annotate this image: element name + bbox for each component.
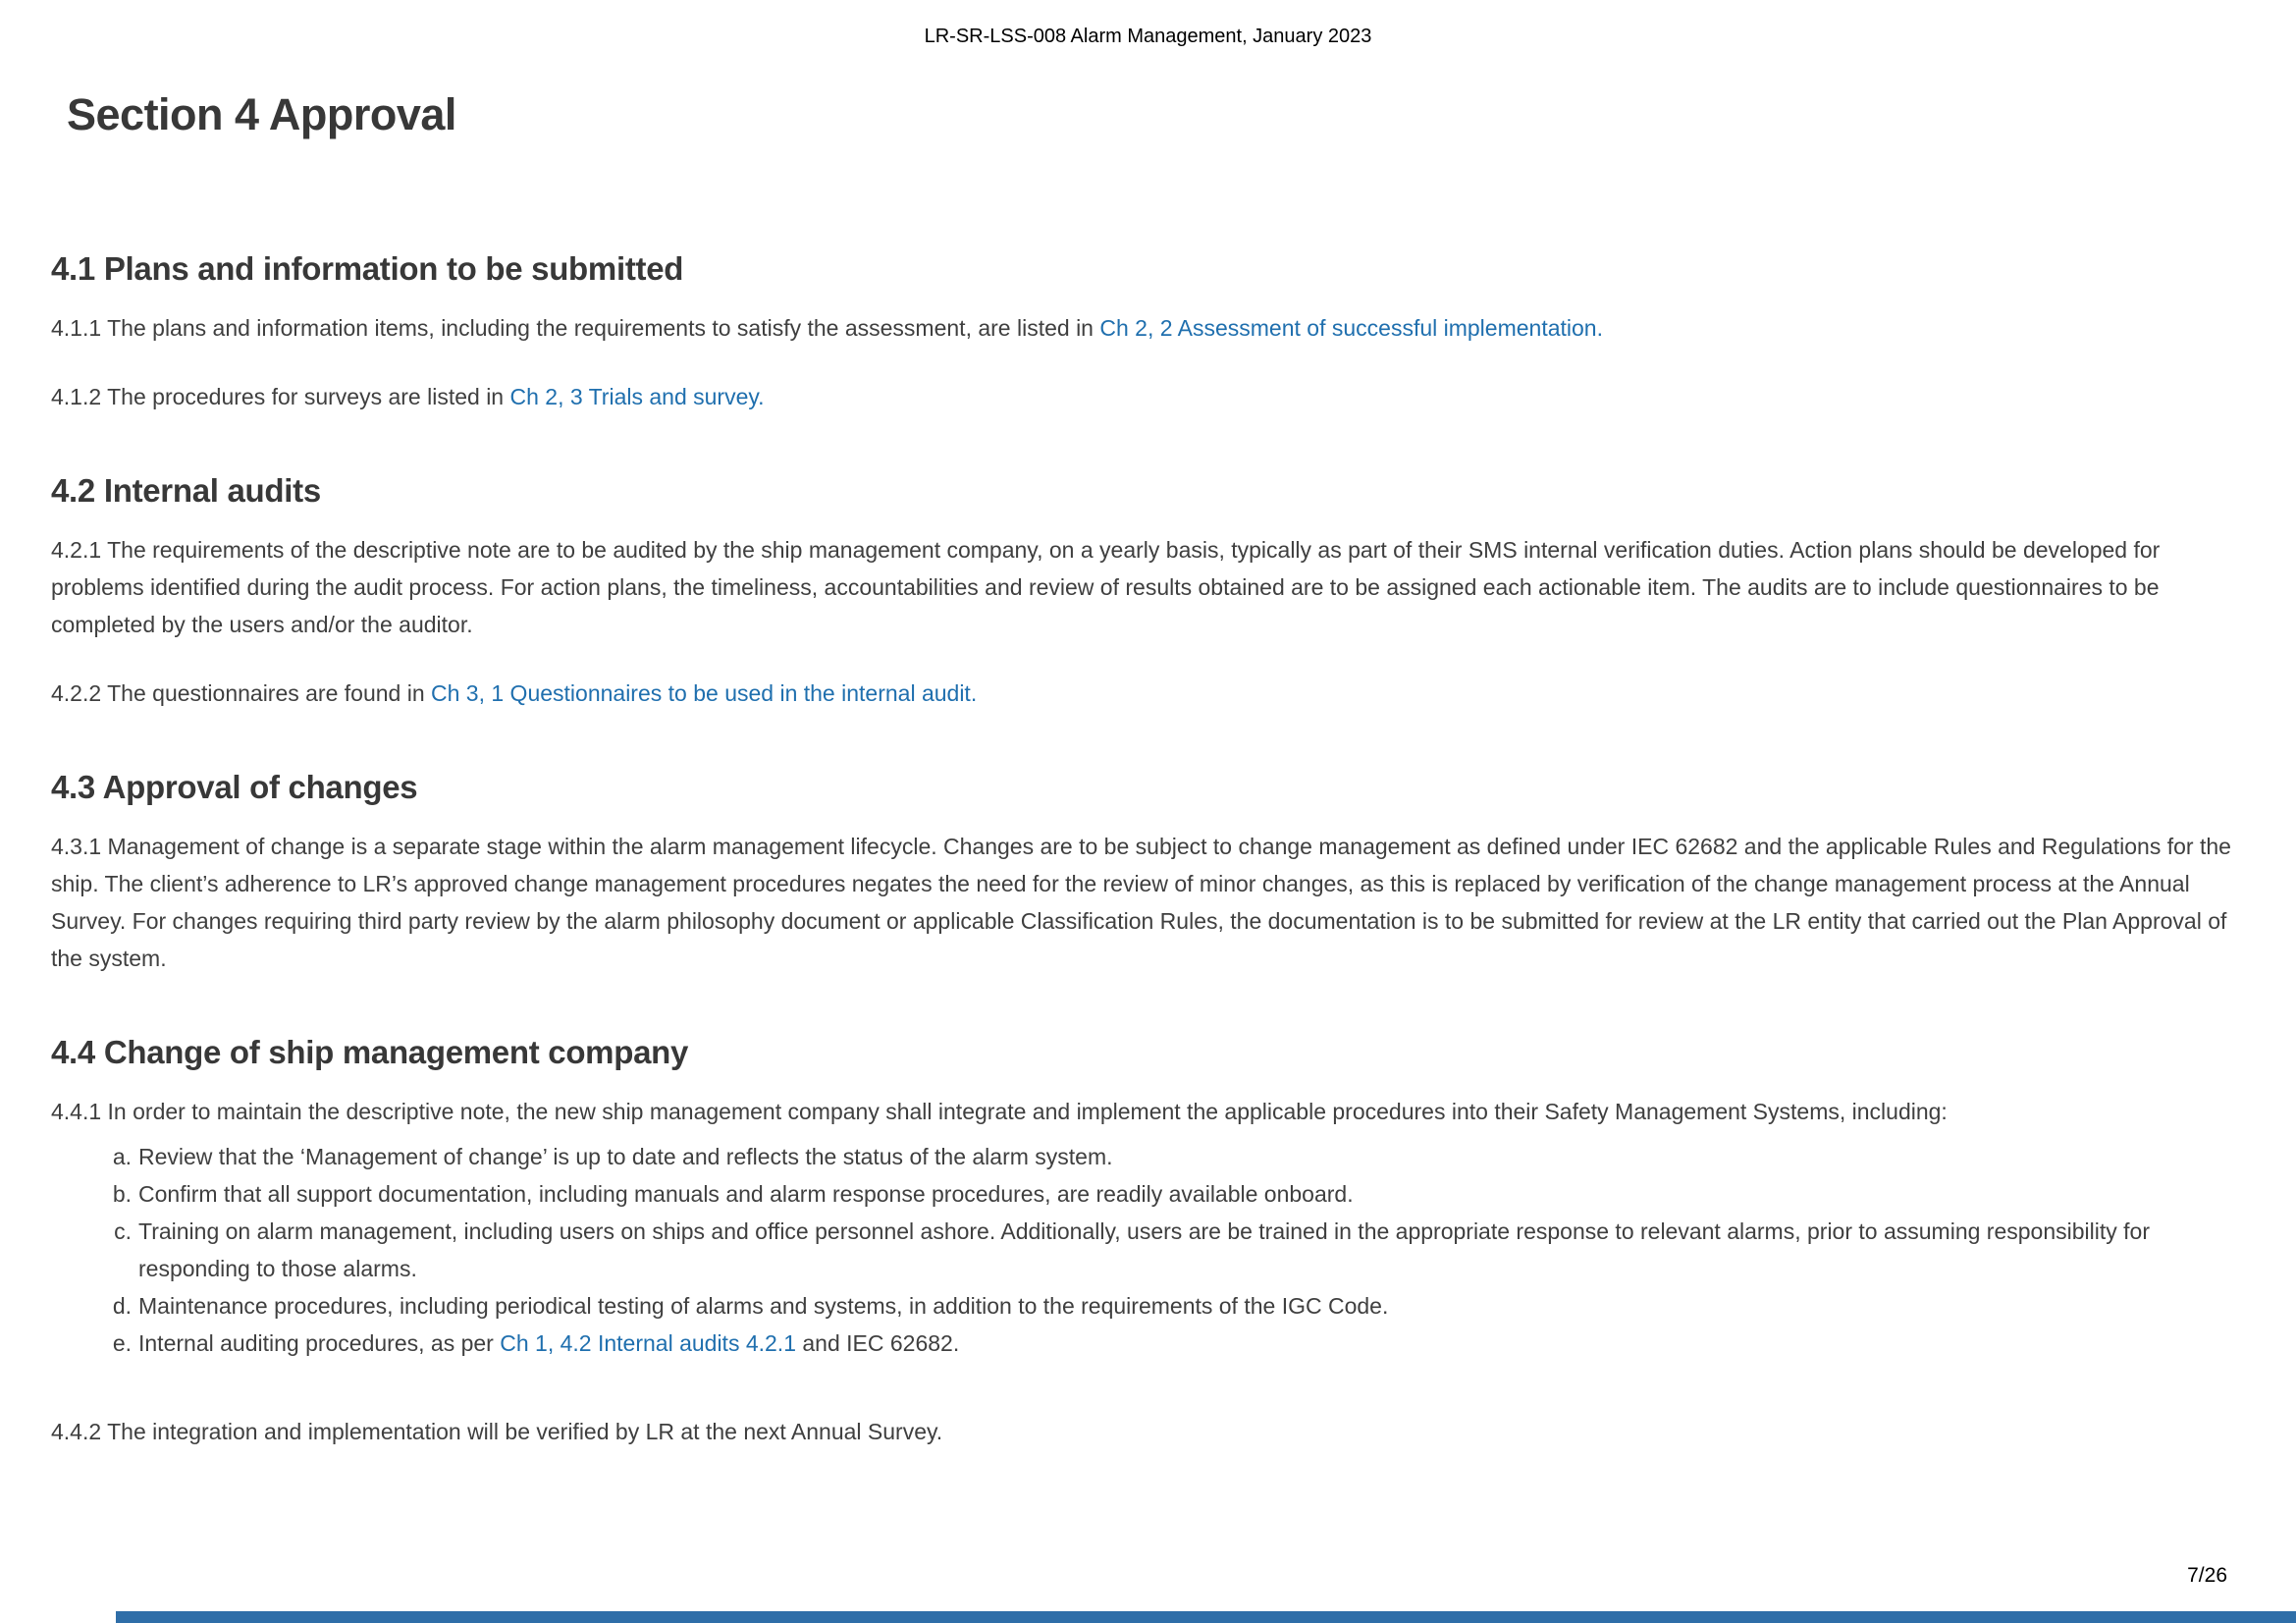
list-item-d [108, 1287, 2249, 1325]
text-segment: 4.1.1 The plans and information items, including the requirements to satisfy the assessment, are listed in [51, 315, 1100, 341]
section-heading-4-3: 4.3 Approval of changes [51, 769, 418, 805]
document-content [51, 250, 2249, 1450]
paragraph-4-1-1 [51, 309, 2249, 347]
paragraph-4-3-1 [51, 828, 2249, 977]
list-marker: a. [112, 1144, 132, 1169]
link-ch2-3-trials-and-survey[interactable]: Ch 2, 3 Trials and survey. [509, 384, 765, 409]
list-item-text [138, 1325, 959, 1362]
text-segment: Internal auditing procedures, as per [138, 1330, 501, 1356]
paragraph-4-1-2 [51, 378, 2249, 415]
page-number: 7/26 [2187, 1564, 2227, 1587]
link-ch3-1-questionnaires-internal-audit[interactable]: Ch 3, 1 Questionnaires to be used in the internal audit. [431, 680, 978, 706]
list-item-e [108, 1325, 2249, 1362]
paragraph-4-2-2 [51, 675, 2249, 712]
text-segment: 4.3.1 Management of change is a separate stage within the alarm management lifecycle. Changes are to be subject to change management as defined under IEC 62682 and the applicable Rules and Regulations for the ship. The client’s adherence to LR’s approved change management procedures negates the need for the review of minor changes, as this is replaced by verification of the change management process at the Annual Survey. For changes requiring third party review by the alarm philosophy document or applicable Classification Rules, the documentation is to be submitted for review at the LR entity that carried out the Plan Approval of the system. [51, 834, 2231, 971]
text-segment: 4.2.2 The questionnaires are found in [51, 680, 432, 706]
section-heading-4-2: 4.2 Internal audits [51, 472, 321, 509]
list-marker: c. [114, 1218, 132, 1244]
alpha-list [108, 1138, 2249, 1362]
list-item-text: Confirm that all support documentation, including manuals and alarm response procedures, are readily available onboard. [138, 1181, 1354, 1207]
page-title: Section 4 Approval [67, 89, 456, 139]
text-segment: 4.4.1 In order to maintain the descriptive note, the new ship management company shall integrate and implement the applicable procedures into their Safety Management Systems, including: [51, 1099, 1948, 1124]
paragraph-4-4-1 [51, 1093, 2249, 1130]
list-item-text: Review that the ‘Management of change’ is up to date and reflects the status of the alarm system. [138, 1144, 1113, 1169]
list-item-b [108, 1175, 2249, 1213]
paragraph-4-4-2 [51, 1413, 2249, 1450]
list-marker: e. [112, 1330, 132, 1356]
footer-accent-bar [116, 1611, 2296, 1623]
link-ch1-4-2-internal-audits-4-2-1[interactable]: Ch 1, 4.2 Internal audits 4.2.1 [500, 1330, 796, 1356]
text-segment: 4.1.2 The procedures for surveys are listed in [51, 384, 510, 409]
list-item-c [108, 1213, 2249, 1287]
list-item-text: Training on alarm management, including users on ships and office personnel ashore. Additionally, users are be trained in the appropriate response to relevant alarms, prior to assuming responsibility for responding to those alarms. [138, 1218, 2150, 1281]
text-segment: and IEC 62682. [796, 1330, 960, 1356]
text-segment: 4.4.2 The integration and implementation will be verified by LR at the next Annual Survey. [51, 1419, 943, 1444]
section-heading-4-1: 4.1 Plans and information to be submitted [51, 250, 684, 287]
paragraph-4-2-1 [51, 531, 2249, 643]
link-ch2-2-assessment-of-successful-implementation[interactable]: Ch 2, 2 Assessment of successful implementation. [1099, 315, 1603, 341]
list-item-a [108, 1138, 2249, 1175]
list-item-text: Maintenance procedures, including periodical testing of alarms and systems, in addition to the requirements of the IGC Code. [138, 1293, 1389, 1319]
list-marker: d. [112, 1293, 132, 1319]
document-header: LR-SR-LSS-008 Alarm Management, January 2023 [924, 26, 1372, 47]
text-segment: 4.2.1 The requirements of the descriptive note are to be audited by the ship management company, on a yearly basis, typically as part of their SMS internal verification duties. Action plans should be developed for problems identified during the audit process. For action plans, the timeliness, accountabilities and review of results obtained are to be assigned each actionable item. The audits are to include questionnaires to be completed by the users and/or the auditor. [51, 537, 2161, 637]
list-marker: b. [112, 1181, 132, 1207]
section-heading-4-4: 4.4 Change of ship management company [51, 1034, 689, 1070]
